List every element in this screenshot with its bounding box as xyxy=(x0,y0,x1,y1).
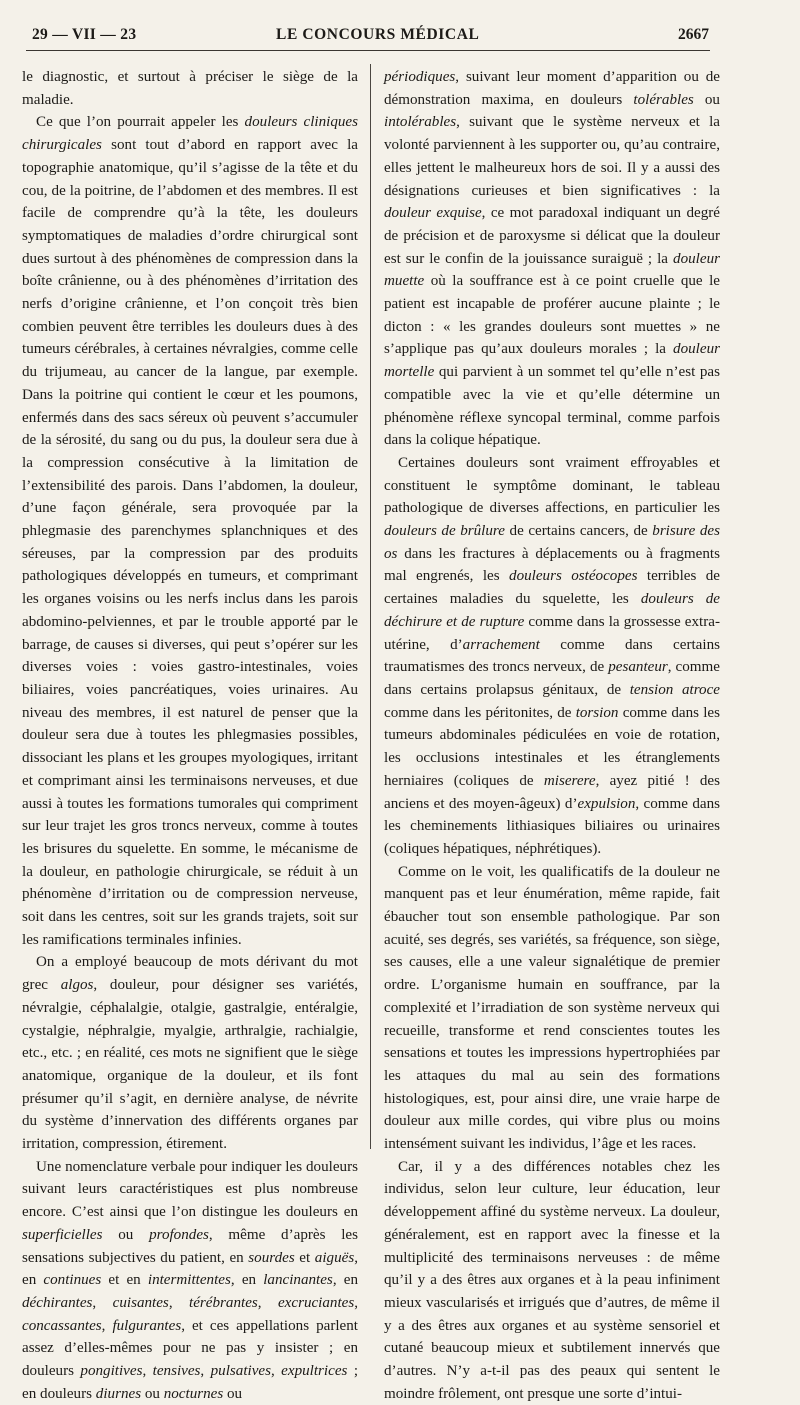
left-column xyxy=(22,66,359,1402)
column-divider xyxy=(370,64,371,1149)
paragraph: Une nomenclature verbale pour indiquer les douleurs suivant leurs caractéristiques est plus nombreuse encore. C’est ainsi que l’on distingue les douleurs en superficielles ou profondes, même d’après les sensations subjectives du patient, en sourdes et aiguës, en continues et en intermittentes, en lancinantes, en déchirantes, cuisantes, térébrantes, excruciantes, concassantes, fulgurantes, et ces appellations parlent assez d’elles-mêmes pour ne pas y insister ; en douleurs pongitives, tensives, pulsatives, expultrices ; en douleurs diurnes ou nocturnes ou xyxy=(22,1158,359,1402)
paragraph: le diagnostic, et surtout à préciser le siège de la maladie. xyxy=(22,69,358,108)
paragraph: Car, il y a des différences notables chez les individus, selon leur culture, leur éducation, leur développement affiné du système nerveux. La douleur, généralement, est en rapport avec la finesse et la multiplicité des terminaisons nerveuses : de même qu’il y a des êtres aux organes et à la peau infiniment mieux vascularisés et irrigués que d’autres, de même il y a des êtres aux organes et au système sensoriel et cutané beaucoup mieux et subtilement innervés que d’autres. N’y a-t-il pas des peaux qui sentent le moindre frôlement, ont presque une sorte d’intui- xyxy=(384,1158,720,1402)
header-rule xyxy=(26,50,710,51)
paragraph: Comme on le voit, les qualificatifs de la douleur ne manquent pas et leur énumération, même rapide, fait ébaucher tout son ensemble pathologique. Par son acuité, ses degrés, ses variétés, sa fréquence, son siège, ses causes, elle a une valeur signalétique de premier ordre. L’organisme humain en souffrance, par la complexité et l’irradiation de son système nerveux qui recueille, transforme et rend conscientes toutes les sensations et toutes les impressions hypertrophiées par les attaques du mal au sein des formations histologiques, est, pour ainsi dire, une vraie harpe de douleur aux mille cordes, qui vibre plus ou moins intensément suivant les individus, l’âge et les races. xyxy=(384,863,720,1153)
paragraph: Ce que l’on pourrait appeler les douleurs cliniques chirurgicales sont tout d’abord en rapport avec la topographie anatomique, qu’il s’agisse de la tête et du cou, de la poitrine, de l’abdomen et des membres. Il est facile de comprendre qu’à la tête, les douleurs symptomatiques de maladies d’ordre chirurgical sont dues surtout à des phénomènes de compression dans la boîte crânienne, ou à des phénomènes d’irritation des nerfs d’origine crânienne, et l’on conçoit très bien combien peuvent être terribles les douleurs dues à des tumeurs cérébrales, à certaines névralgies, comme celle du trijumeau, au cancer de la langue, par exemple. Dans la poitrine qui contient le cœur et les poumons, enfermés dans des sacs séreux où peuvent s’accumuler de la sérosité, du sang ou du pus, la douleur sera due à la compression consécutive à la limitation de l’extensibilité des parois. Dans l’abdomen, la douleur, d’une façon générale, sera provoquée par la phlegmasie des parenchymes splanchniques et des séreuses, par la compression par des produits pathologiques développés en tumeurs, et comprimant les organes voisins ou les nerfs inclus dans les parois abdomino-pelviennes, et par le trouble apporté par le barrage, de causes si diverses, qui peut s’opérer sur les diverses voies : voies gastro-intestinales, voies biliaires, voies pancréatiques, voies urinaires. Au niveau des membres, il est naturel de penser que la douleur sera due à toutes les phlegmasies possibles, dissociant les plans et les groupes myologiques, irritant et comprimant ainsi les terminaisons nerveuses, et due aussi à toutes les formations tumorales qui compriment sur leur trajet les gros troncs nerveux, comme à toutes les brisures du squelette. En somme, le mécanisme de la douleur, en pathologie chirurgicale, se réduit à un phénomène d’irritation ou de compression nerveuse, soit dans les centres, soit sur les grands trajets, soit sur les ramifications terminales infinies. xyxy=(22,114,358,948)
paragraph: périodiques, suivant leur moment d’apparition ou de démonstration maxima, en douleurs tolérables ou intolérables, suivant que le système nerveux et la volonté parviennent à les supporter ou, qu’au contraire, elles jettent le malheureux hors de soi. Il y a aussi des désignations curieuses et bien significatives : la douleur exquise, ce mot paradoxal indiquant un degré de précision et de paroxysme si délicat que la douleur est sur le confin de la jouissance suraiguë ; la douleur muette où la souffrance est à ce point cruelle que le patient est incapable de proférer aucune plainte ; le dicton : « les grandes douleurs sont muettes » ne s’applique pas qu’aux douleurs morales ; la douleur mortelle qui parvient à un sommet tel qu’elle n’est pas compatible avec la vie et qu’elle détermine un phénomène réflexe syncopal terminal, comme parfois dans la colique hépatique. xyxy=(384,69,720,449)
page-header xyxy=(26,24,709,48)
journal-title: LE CONCOURS MÉDICAL xyxy=(276,26,480,43)
paragraph: On a employé beaucoup de mots dérivant du mot grec algos, douleur, pour désigner ses variétés, névralgie, céphalalgie, otalgie, gastralgie, entéralgie, cystalgie, néphralgie, myalgie, arthralgie, rachialgie, etc., etc. ; en réalité, ces mots ne signifient que le siège anatomique, organique de la douleur, et ils font présumer qu’il s’agit, en dernière analyse, de névrite du système d’innervation des différents organes par irritation, compression, étirement. xyxy=(22,954,359,1153)
issue-date: 29 — VII — 23 xyxy=(32,26,137,43)
right-column xyxy=(384,66,721,1402)
page-number: 2667 xyxy=(678,26,709,43)
paragraph: Certaines douleurs sont vraiment effroyables et constituent le symptôme dominant, le tableau pathologique de diverses affections, en particulier les douleurs de brûlure de certains cancers, de brisure des os dans les fractures à déplacements ou à fragments mal engrenés, les douleurs ostéocopes terribles de certaines maladies du squelette, les douleurs de déchirure et de rupture comme dans la grossesse extra-utérine, d’arrachement comme dans certains traumatismes des troncs nerveux, de pesanteur, comme dans certains prolapsus génitaux, de tension atroce comme dans les péritonites, de torsion comme dans les tumeurs abdominales pédiculées en voie de rotation, les occlusions intestinales et les étranglements herniaires (coliques de miserere, ayez pitié ! des anciens et des moyen-âgeux) d’expulsion, comme dans les cheminements lithiasiques biliaires ou urinaires (coliques hépatiques, néphrétiques). xyxy=(384,454,721,857)
